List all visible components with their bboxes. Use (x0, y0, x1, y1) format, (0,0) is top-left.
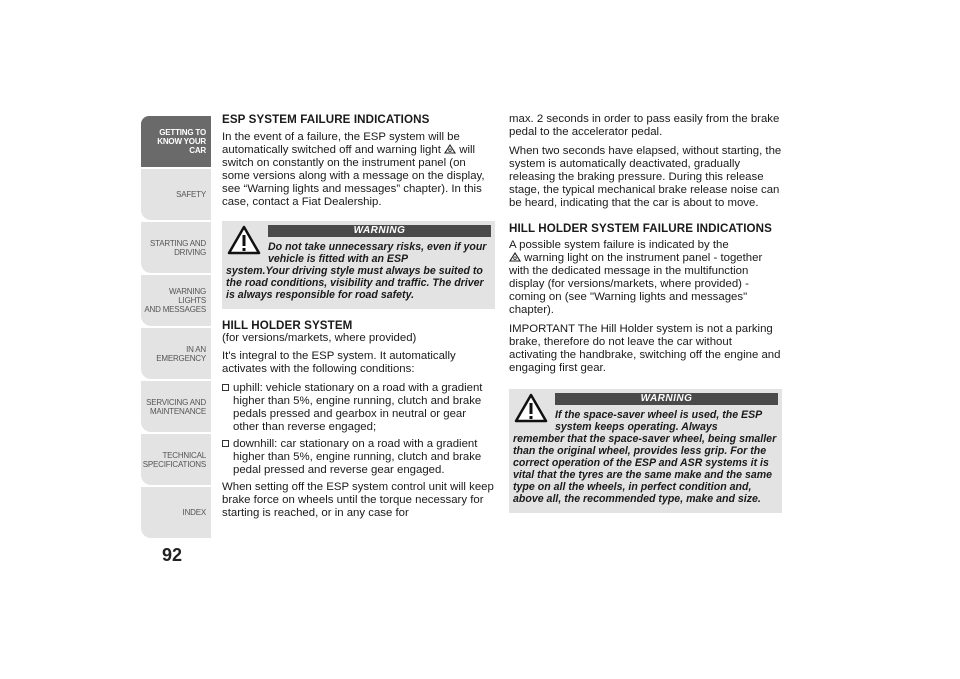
tab-in-an-emergency[interactable] (141, 328, 211, 379)
page-number: 92 (162, 545, 183, 565)
tab-getting-to-know-your-car[interactable] (141, 116, 211, 167)
checkbox-bullet-icon (222, 384, 229, 391)
warning-box-space-saver (509, 389, 782, 513)
warning-text (513, 409, 778, 505)
warning-text (226, 241, 491, 301)
hill-holder-subtitle: (for versions/markets, where provided) (222, 332, 417, 344)
tab-starting-and-driving[interactable] (141, 222, 211, 273)
esp-failure-text-a: In the event of a failure, the ESP system will be automatically switched off and warning light (222, 131, 460, 156)
tab-label: WARNING LIGHTS AND MESSAGES (144, 287, 206, 314)
important-paragraph: IMPORTANT The Hill Holder system is not a parking brake, therefore do not leave the car without activating the handbrake, switching off the engine and engaging first gear. (509, 323, 781, 374)
tab-label: SERVICING AND MAINTENANCE (146, 397, 206, 416)
tab-label: GETTING TO KNOW YOUR CAR (157, 128, 206, 155)
tab-safety[interactable] (141, 169, 211, 220)
tab-label: IN AN EMERGENCY (156, 344, 206, 363)
failure-text-a: A possible system failure is indicated by the (509, 239, 729, 251)
deactivation-paragraph: When two seconds have elapsed, without starting, the system is automatically deactivated, gradually releasing the braking pressure. During this release stage, the typical mechanical brake release noise can be heard, indicating that the car is about to move. (509, 145, 782, 209)
tab-label: SAFETY (176, 190, 206, 199)
warning-lead-text: If the space-saver wheel is used, the ESP system keeps operating. Always (555, 409, 762, 433)
esp-failure-text-b: will switch on constantly on the instrument panel (on some versions along with a message on the display, see “Warning lights and messages” chapter). In this case, contact a Fiat Dealership. (222, 144, 485, 208)
hill-holder-failure-heading: HILL HOLDER SYSTEM FAILURE INDICATIONS (509, 222, 772, 235)
warning-triangle-icon (227, 225, 261, 255)
warning-body-text: system.Your driving style must always be suited to the road conditions, visibility and traffic. The driver is always responsible for road safety. (226, 265, 484, 301)
tab-warning-lights-and-messages[interactable] (141, 275, 211, 326)
checkbox-bullet-icon (222, 440, 229, 447)
esp-failure-heading: ESP SYSTEM FAILURE INDICATIONS (222, 113, 430, 126)
right-column (509, 113, 782, 523)
warning-body-text: remember that the space-saver wheel, being smaller than the original wheel, provides less grip. For the correct operation of the ESP and ASR systems it is vital that the tyres are the same make and the same type on all the wheels, in perfect condition and, above all, the recommended type, make and size. (513, 433, 777, 505)
hill-holder-heading: HILL HOLDER SYSTEM (222, 319, 353, 332)
esp-warning-light-icon (509, 252, 521, 262)
hill-holder-paragraph: It's integral to the ESP system. It automatically activates with the following conditions: (222, 350, 456, 375)
warning-title: WARNING (555, 393, 778, 405)
warning-box-esp (222, 221, 495, 309)
failure-paragraph (509, 239, 782, 317)
left-column (222, 113, 495, 526)
bullet-text: downhill: car stationary on a road with a gradient higher than 5%, engine running, clutch and brake pedal pressed and reverse gear engaged. (233, 438, 482, 476)
tab-label: TECHNICAL SPECIFICATIONS (142, 450, 206, 469)
warning-title: WARNING (268, 225, 491, 237)
warning-lead-text: Do not take unnecessary risks, even if your vehicle is fitted with an ESP (268, 241, 487, 265)
tab-servicing-and-maintenance[interactable] (141, 381, 211, 432)
tab-label: STARTING AND DRIVING (150, 238, 206, 257)
esp-warning-light-icon (444, 144, 456, 154)
warning-triangle-icon (514, 393, 548, 423)
list-item (222, 438, 495, 477)
list-item (222, 382, 495, 434)
continued-paragraph: max. 2 seconds in order to pass easily from the brake pedal to the accelerator pedal. (509, 113, 780, 138)
hill-holder-paragraph-2: When setting off the ESP system control unit will keep brake force on wheels until the torque necessary for starting is reached, or in any case for (222, 481, 494, 519)
chapter-tabs (141, 116, 211, 540)
tab-technical-specifications[interactable] (141, 434, 211, 485)
tab-index[interactable] (141, 487, 211, 538)
esp-failure-paragraph (222, 131, 495, 209)
tab-label: INDEX (182, 508, 206, 517)
failure-text-b: warning light on the instrument panel - together with the dedicated message in the multifunction display (for versions/markets, where provided) - coming on (see "Warning lights and messages" chapter). (509, 252, 763, 316)
bullet-text: uphill: vehicle stationary on a road with a gradient higher than 5%, engine running, clutch and brake pedals pressed and gearbox in neutral or gear other than reverse engaged; (233, 382, 483, 433)
